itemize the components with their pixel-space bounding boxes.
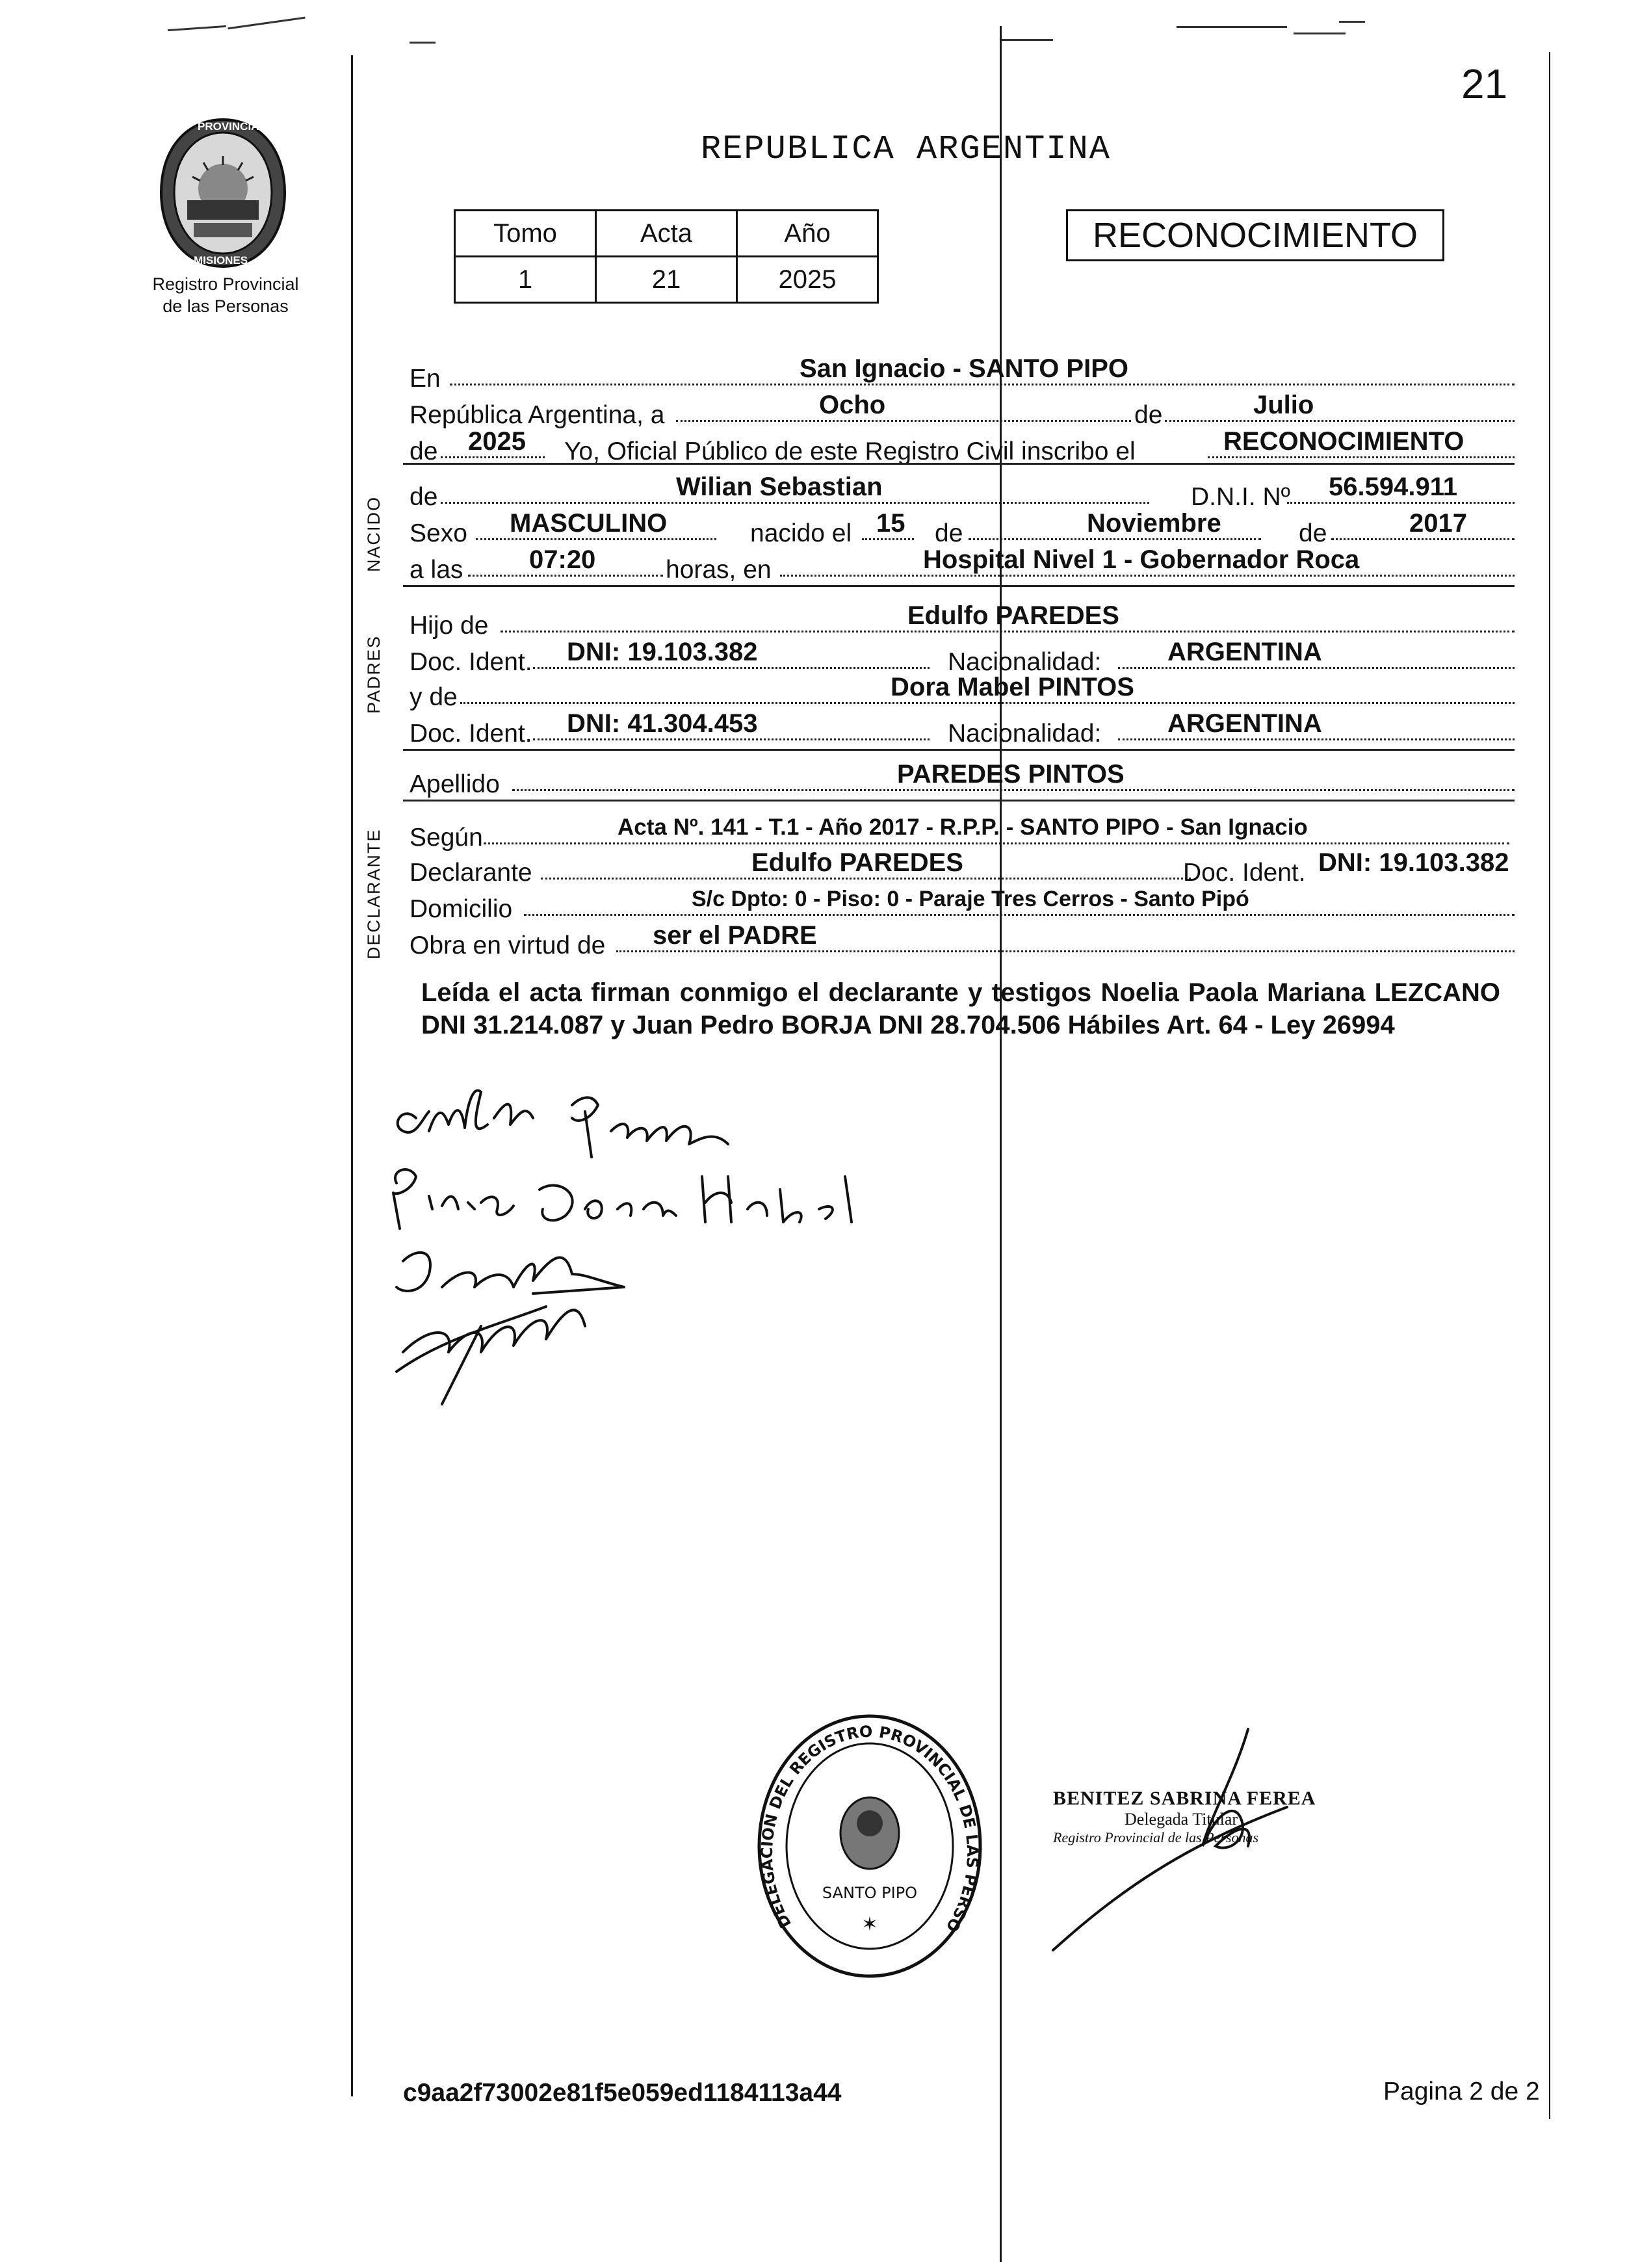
scan-mark (1339, 21, 1365, 23)
label-de-mid: de (935, 519, 963, 547)
label-hijo-de: Hijo de (410, 612, 489, 640)
value-sexo: MASCULINO (510, 509, 668, 538)
label-doc-ident: Doc. Ident. (410, 720, 532, 748)
label-nacido-el: nacido el (750, 519, 852, 547)
value-tomo: 1 (455, 257, 596, 303)
official-name: BENITEZ SABRINA FEREA (1053, 1788, 1316, 1809)
official-office: Registro Provincial de las Personas (1053, 1829, 1259, 1845)
label-nacionalidad: Nacionalidad: (948, 648, 1102, 676)
label-doc-ident: Doc. Ident. (1183, 859, 1306, 887)
value-nombre: Wilian Sebastian (676, 473, 883, 501)
label-de-anio: de (410, 437, 438, 465)
agency-line-1: Registro Provincial (152, 274, 299, 294)
row-apellido (403, 760, 1515, 802)
stamp-inner-text: SANTO PIPO (822, 1884, 918, 1902)
record-table-values (455, 257, 878, 303)
document-title: REPUBLICA ARGENTINA (701, 130, 1111, 168)
left-margin-line (351, 55, 353, 2096)
official-role: Delegada Titular (1125, 1810, 1238, 1829)
value-dia: Ocho (819, 391, 886, 419)
value-padre-doc: DNI: 19.103.382 (567, 638, 758, 666)
label-republica: República Argentina, a (410, 401, 665, 429)
label-doc-ident: Doc. Ident. (410, 648, 532, 676)
section-label-declarante: DECLARANTE (364, 828, 384, 959)
value-obra: ser el PADRE (653, 921, 817, 950)
label-declarante: Declarante (410, 859, 532, 887)
svg-text:PROVINCIA: PROVINCIA (198, 120, 259, 133)
value-anio: 2025 (468, 427, 526, 456)
delegation-stamp (753, 1710, 987, 1983)
page-number: 21 (1461, 60, 1508, 107)
provincial-seal (155, 116, 291, 272)
record-table (454, 209, 879, 304)
row-obra (403, 921, 1515, 963)
record-table-header (455, 211, 878, 257)
scan-mark (410, 42, 436, 44)
label-de-nombre: de (410, 483, 438, 511)
label-a-las: a las (410, 556, 463, 584)
value-apellido: PAREDES PINTOS (897, 760, 1125, 789)
value-padre: Edulfo PAREDES (907, 601, 1119, 630)
value-acta: 21 (596, 257, 737, 303)
label-en: En (410, 365, 441, 393)
label-de-end: de (1299, 519, 1327, 547)
label-de-mes: de (1134, 401, 1163, 429)
label-segun: Según (410, 824, 483, 852)
separator (403, 749, 1515, 751)
label-domicilio: Domicilio (410, 895, 513, 923)
value-madre-doc: DNI: 41.304.453 (567, 709, 758, 738)
value-acto: RECONOCIMIENTO (1223, 427, 1464, 456)
dotted-line (1165, 420, 1515, 422)
label-obra: Obra en virtud de (410, 932, 606, 959)
header-acta: Acta (596, 211, 737, 257)
section-label-padres: PADRES (364, 634, 384, 714)
agency-line-2: de las Personas (163, 296, 289, 316)
row-domicilio (403, 887, 1515, 927)
stamp-ring-text: DELEGACION DEL REGISTRO PROVINCIAL DE LAS PERSO (757, 1722, 982, 1936)
closing-statement: Leída el acta firman conmigo el declarante y testigos Noelia Paola Mariana LEZCANO DNI 31.214.087 y Juan Pedro BORJA DNI 28.704.506 Hábiles Art. 64 - Ley 26994 (421, 978, 1500, 1039)
separator (403, 585, 1515, 587)
page-indicator: Pagina 2 de 2 (1383, 2078, 1540, 2105)
svg-text:MISIONES: MISIONES (194, 254, 248, 267)
value-dni: 56.594.911 (1329, 473, 1457, 501)
scan-mark (1177, 26, 1287, 28)
value-anio-nac: 2017 (1409, 509, 1467, 538)
value-declarante: Edulfo PAREDES (751, 848, 963, 877)
separator (403, 463, 1515, 465)
label-dni: D.N.I. Nº (1191, 483, 1290, 511)
section-label-nacido: NACIDO (364, 495, 384, 572)
label-horas-en: horas, en (666, 556, 772, 584)
signature-block (377, 1079, 897, 1443)
row-lugar (403, 354, 1515, 397)
label-y-de: y de (410, 683, 458, 711)
scan-mark (1001, 39, 1053, 41)
scan-mark (1294, 33, 1346, 34)
value-domicilio: S/c Dpto: 0 - Piso: 0 - Paraje Tres Cerros - Santo Pipó (692, 887, 1249, 911)
value-declarante-doc: DNI: 19.103.382 (1318, 848, 1509, 877)
separator (403, 800, 1515, 802)
label-oficial: Yo, Oficial Público de este Registro Civil inscribo el (564, 437, 1136, 465)
header-anio: Año (737, 211, 878, 257)
act-type-box: RECONOCIMIENTO (1066, 209, 1444, 261)
dotted-line (676, 420, 1131, 422)
scan-mark (228, 17, 305, 30)
label-sexo: Sexo (410, 519, 467, 547)
row-hora (403, 545, 1515, 588)
value-lugar-nac: Hospital Nivel 1 - Gobernador Roca (923, 545, 1360, 574)
value-madre-nac: ARGENTINA (1167, 709, 1322, 738)
value-madre: Dora Mabel PINTOS (891, 673, 1134, 701)
value-hora: 07:20 (529, 545, 596, 574)
agency-name (138, 273, 313, 317)
svg-text:✶: ✶ (861, 1913, 878, 1936)
value-padre-nac: ARGENTINA (1167, 638, 1322, 666)
document-hash: c9aa2f73002e81f5e059ed1184113a44 (403, 2079, 842, 2107)
right-margin-line (1549, 52, 1550, 2119)
value-lugar: San Ignacio - SANTO PIPO (800, 354, 1129, 383)
value-mes-nac: Noviembre (1087, 509, 1221, 538)
row-madre-doc (403, 709, 1515, 751)
value-mes: Julio (1253, 391, 1314, 419)
official-signature (1040, 1723, 1313, 1957)
value-segun: Acta Nº. 141 - T.1 - Año 2017 - R.P.P. - SANTO PIPO - San Ignacio (618, 815, 1308, 840)
header-tomo: Tomo (455, 211, 596, 257)
label-apellido: Apellido (410, 770, 500, 798)
label-nacionalidad: Nacionalidad: (948, 720, 1102, 748)
value-dia-nac: 15 (876, 509, 905, 538)
scan-mark (168, 25, 226, 31)
value-anio: 2025 (737, 257, 878, 303)
